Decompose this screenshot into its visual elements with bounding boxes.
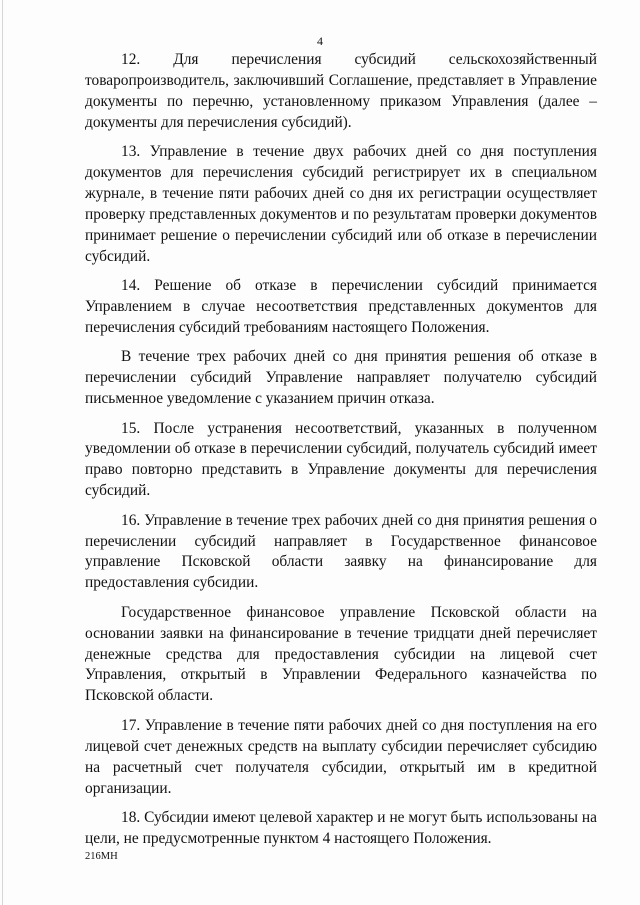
document-body: [85, 50, 597, 850]
paragraph-12: 12. Для перечисления субсидий сельскохозяйственный товаропроизводитель, заключивший Соглашение, представляет в Управление документы по перечню, установленному приказом Управления (далее – документы для перечисления субсидий).: [85, 51, 597, 131]
paragraph-14: 14. Решение об отказе в перечислении субсидий принимается Управлением в случае несоответствия представленных документов для перечисления субсидий требованиям настоящего Положения.: [85, 277, 597, 336]
paragraph-13: 13. Управление в течение двух рабочих дней со дня поступления документов для перечисления субсидий регистрирует их в специальном журнале, в течение пяти рабочих дней со дня их регистрации осуществляет проверку представленных документов и по результатам проверки документов принимает решение о перечислении субсидий или об отказе в перечислении субсидий.: [85, 143, 597, 265]
page-number: 4: [317, 34, 323, 48]
paragraph-18: 18. Субсидии имеют целевой характер и не могут быть использованы на цели, не предусмотренные пунктом 4 настоящего Положения.: [85, 808, 597, 847]
paragraph-14-continued: В течение трех рабочих дней со дня принятия решения об отказе в перечислении субсидий Управление направляет получателю субсидий письменное уведомление с указанием причин отказа.: [85, 348, 597, 408]
paragraph-16: 16. Управление в течение трех рабочих дней со дня принятия решения о перечислении субсидий направляет в Государственное финансовое управление Псковской области заявку на финансирование для предоставления субсидии.: [85, 511, 597, 592]
document-code: 216МН: [85, 851, 118, 862]
paragraph-17: 17. Управление в течение пяти рабочих дней со дня поступления на его лицевой счет денежных средств на выплату субсидии перечисляет субсидию на расчетный счет получателя субсидии, открытый им в кредитной организации.: [85, 716, 597, 797]
paragraph-15: 15. После устранения несоответствий, указанных в полученном уведомлении об отказе в перечислении субсидий, получатель субсидий имеет право повторно представить в Управление документы для перечисления субсидий.: [85, 419, 597, 500]
scan-edge: [2, 0, 3, 905]
paragraph-16-continued: Государственное финансовое управление Псковской области на основании заявки на финансирование в течение тридцати дней перечисляет денежные средства для предоставления субсидии на лицевой счет Управления, открытый в Управлении Федерального казначейства по Псковской области.: [85, 603, 597, 705]
